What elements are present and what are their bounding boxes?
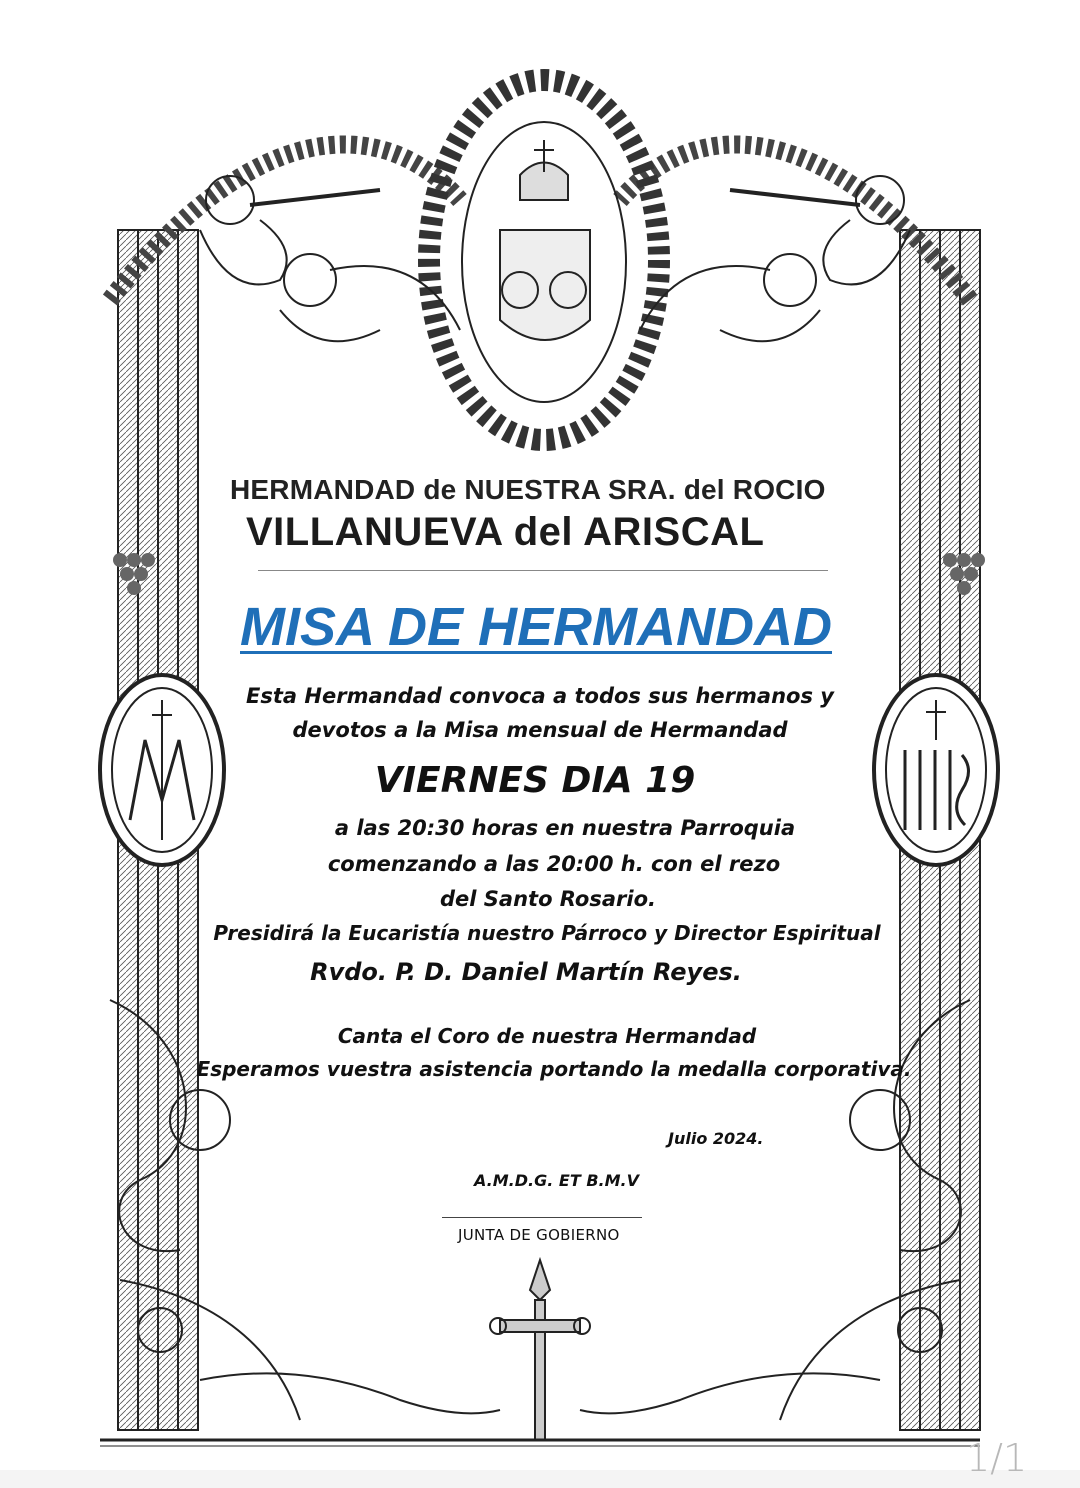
right-angels <box>640 176 910 341</box>
time-line-2: comenzando a las 20:00 h. con el rezo <box>327 852 781 876</box>
town-name: VILLANUEVA del ARISCAL <box>246 510 765 554</box>
hermandad-emblem <box>500 140 590 340</box>
hermandad-name: HERMANDAD de NUESTRA SRA. del ROCIO <box>230 474 826 505</box>
page-indicator: 1/1 <box>966 1436 1028 1480</box>
intro-line-1: Esta Hermandad convoca a todos sus hermanos y <box>246 684 834 708</box>
choir-line: Canta el Coro de nuestra Hermandad <box>337 1024 757 1048</box>
motto: A.M.D.G. ET B.M.V <box>474 1171 639 1190</box>
priest-name: Rvdo. P. D. Daniel Martín Reyes. <box>310 958 742 986</box>
signature: JUNTA DE GOBIERNO <box>458 1226 620 1244</box>
grape-clusters <box>113 553 985 595</box>
page-title: MISA DE HERMANDAD <box>240 597 832 657</box>
date: Julio 2024. <box>668 1129 764 1148</box>
event-day: VIERNES DIA 19 <box>374 760 696 801</box>
bottom-cross <box>490 1260 590 1440</box>
time-line-1: a las 20:30 horas en nuestra Parroquia <box>334 816 796 840</box>
time-line-3: del Santo Rosario. <box>440 887 656 911</box>
header-divider <box>258 570 828 571</box>
medal-line: Esperamos vuestra asistencia portando la medalla corporativa. <box>196 1057 912 1081</box>
presides-line: Presidirá la Eucaristía nuestro Párroco y Director Espiritual <box>213 921 881 945</box>
left-angels <box>200 176 460 341</box>
signature-line <box>442 1217 642 1218</box>
intro-line-2: devotos a la Misa mensual de Hermandad <box>292 718 788 742</box>
